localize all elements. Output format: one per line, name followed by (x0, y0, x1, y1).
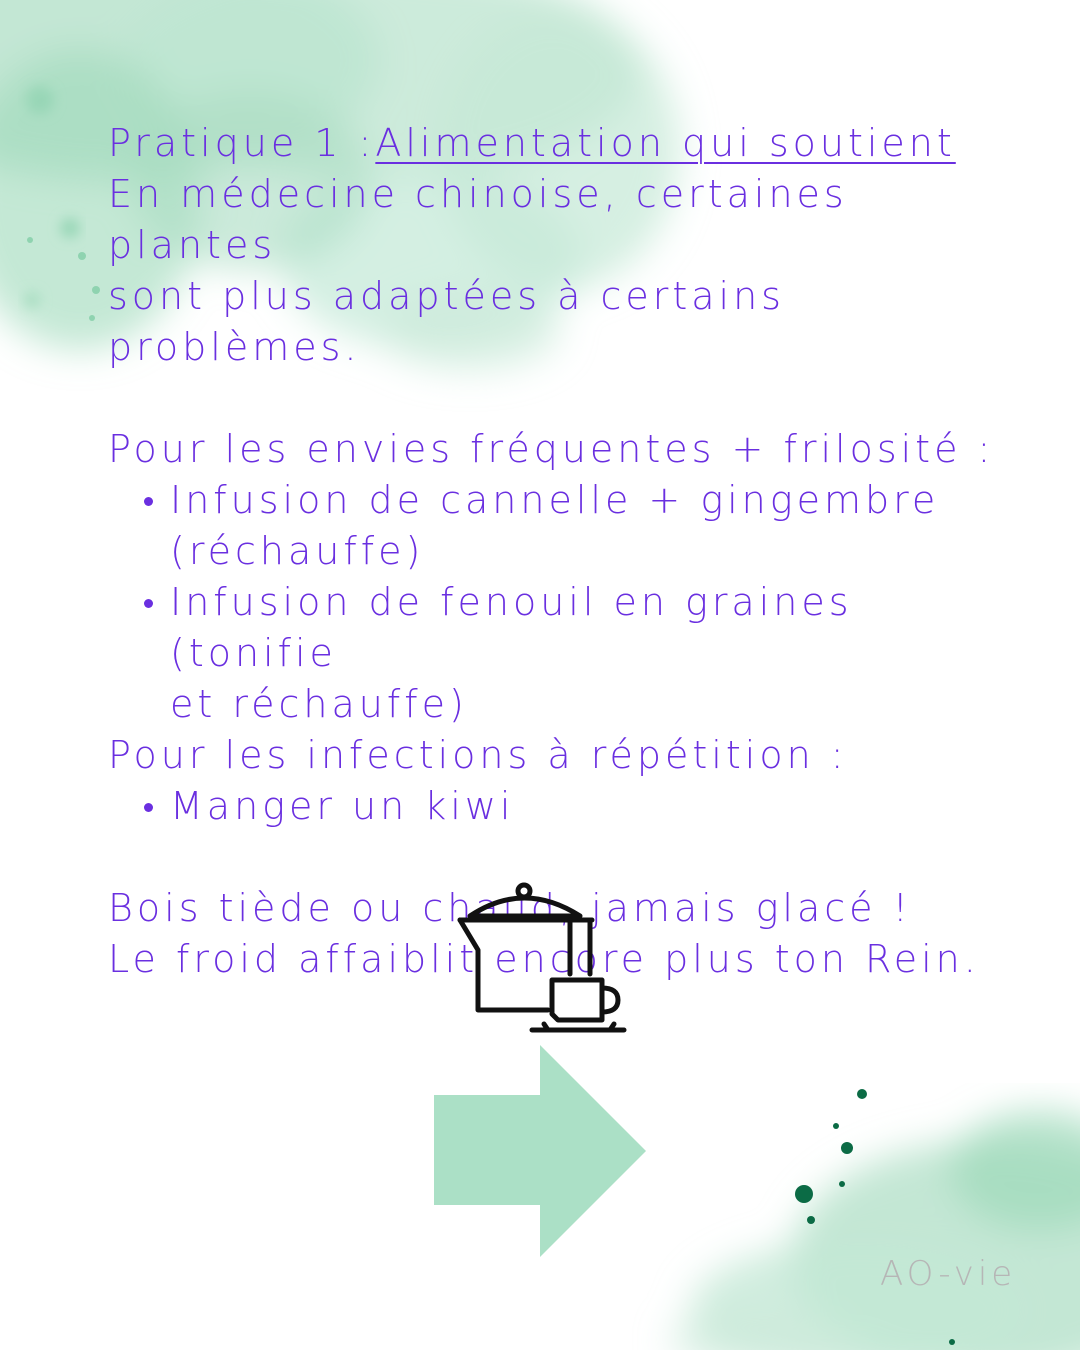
list-item-line: (réchauffe) (170, 529, 425, 573)
intro-line-2: sont plus adaptées à certains (108, 274, 785, 318)
section1-list (108, 475, 1008, 730)
spacer (108, 832, 1008, 883)
heading-title: Alimentation qui soutient (375, 121, 956, 165)
list-item (170, 577, 1008, 730)
spacer (108, 373, 1008, 424)
list-item (170, 475, 1008, 577)
teapot-and-cup-icon (452, 882, 632, 1042)
brand-signature: AO-vie (880, 1254, 1017, 1294)
section1-label: Pour les envies fréquentes + frilosité : (108, 427, 995, 471)
heading-prefix: Pratique 1 : (108, 121, 376, 165)
right-arrow-icon (434, 1045, 646, 1257)
intro-line-3: problèmes. (108, 325, 361, 369)
section2-label: Pour les infections à répétition : (108, 733, 848, 777)
advice-line-2: Le froid affaiblit encore plus ton Rein. (108, 937, 980, 981)
list-item (170, 781, 1008, 832)
bottom-right-watercolor (670, 1110, 1080, 1350)
intro-line-1: En médecine chinoise, certaines plantes (108, 172, 848, 267)
list-item-line: Infusion de fenouil en graines (tonifie (170, 580, 853, 675)
list-item-line: Manger un kiwi (170, 784, 515, 828)
advice-line-1: Bois tiède ou chaud, jamais glacé ! (108, 886, 912, 930)
heading-line (108, 118, 1008, 169)
main-text (108, 118, 1008, 985)
section2-list (108, 781, 1008, 832)
list-item-line: et réchauffe) (170, 682, 468, 726)
list-item-line: Infusion de cannelle + gingembre (170, 478, 940, 522)
